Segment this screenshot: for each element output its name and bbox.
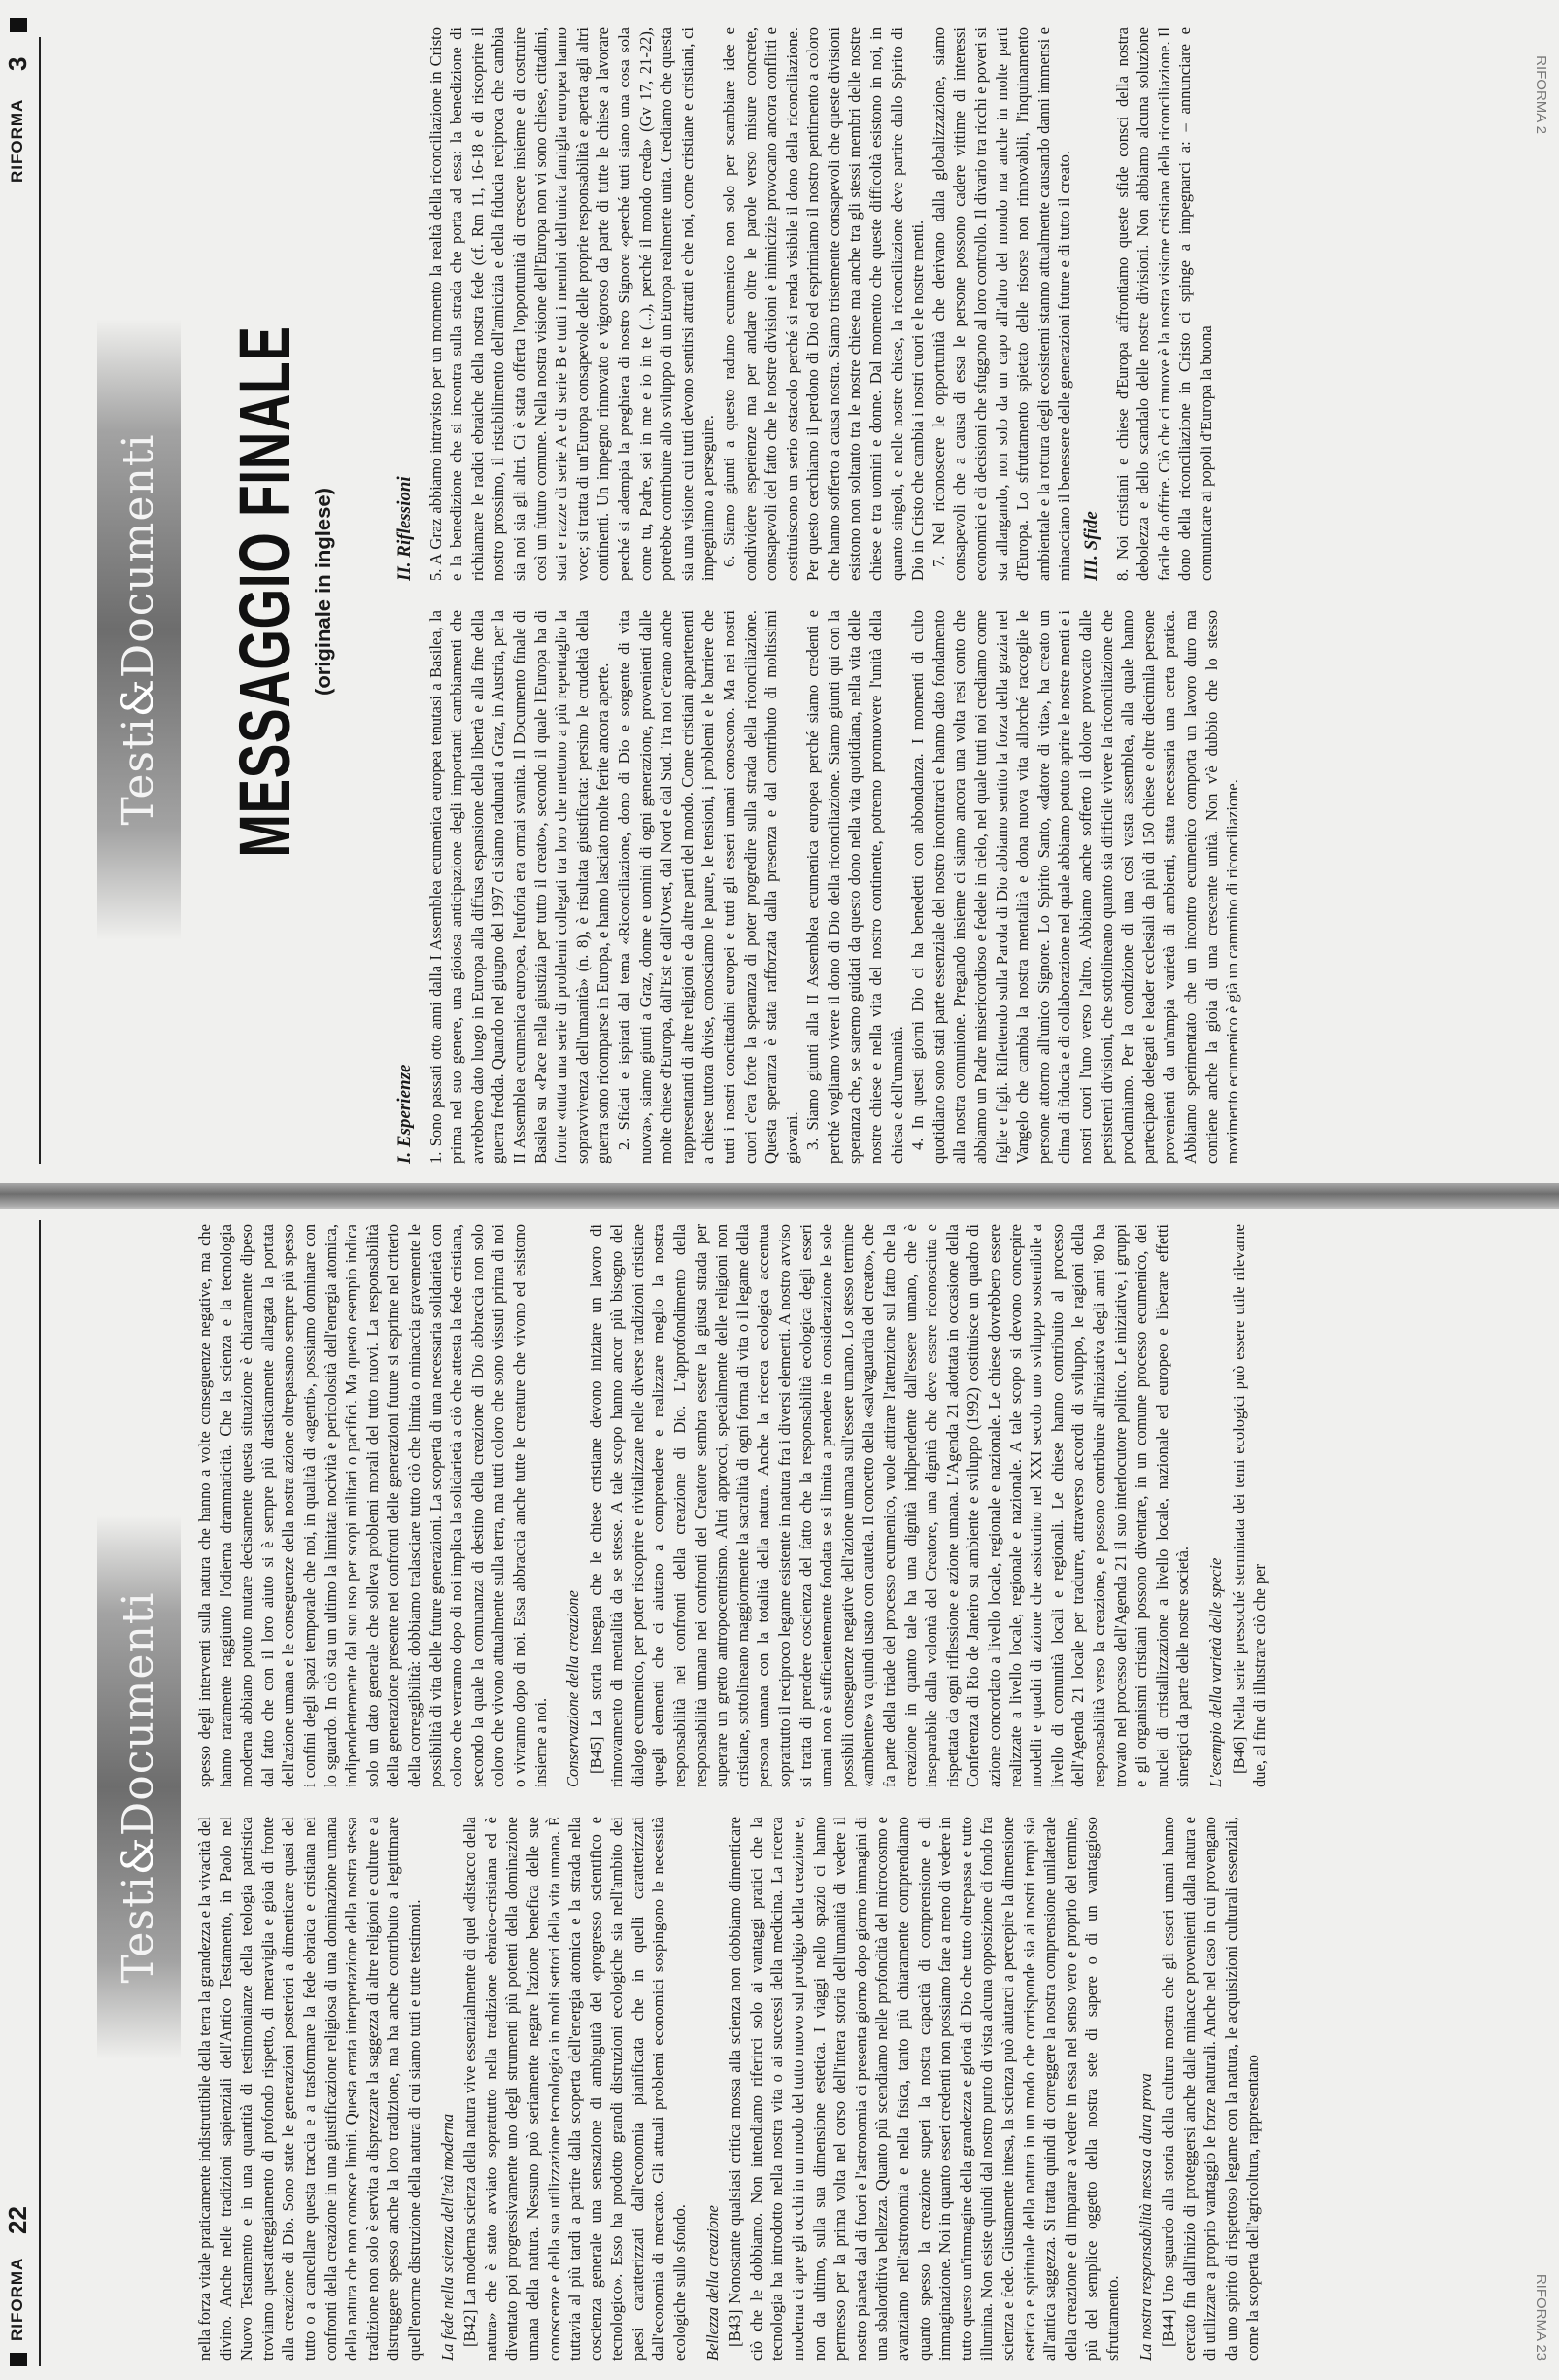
text-column-right-2 [389, 27, 1525, 581]
subheading: Bellezza della creazione [702, 2205, 722, 2361]
bleed-header-opposite: RIFORMA 2 [1533, 55, 1549, 134]
paragraph: [B45] La storia insegna che le chiese cristiane devono iniziare un lavoro di rinnovamento di mentalità da se stesse. A tale scopo hanno ancor più bisogno del dialogo ecumenico, per poter riscoprire e rivitalizzare nelle diverse tradizioni cristiane quegli elementi che ci aiutano a comprendere e realizzare meglio la nostra responsabilità nei confronti della creazione di Dio. L'approfondimento della responsabilità umana nei confronti del Creatore sembra essere la giusta strada per superare un gretto antropocentrismo. Altri approcci, specialmente delle religioni non cristiane, sottolineano maggiormente la sacralità di ogni forma di vita o il legame della persona umana con la totalità della natura. Anche la ricerca ecologica accentua soprattutto il reciproco legame esistente in natura fra i diversi elementi. A nostro avviso si tratta di prendere coscienza del fatto che la responsabilità ecologica degli esseri umani non è sufficientemente fondata se si limita a prendere in considerazione le sole possibili conseguenze negative dell'azione umana sull'essere umano. Lo stesso termine «ambiente» va quindi usato con cautela. Il concetto della «salvaguardia del creato», che fa parte della triade del processo ecumenico, vuole attirare l'attenzione sul fatto che la creazione in quanto tale ha una dignità indipendente dall'essere umano, che è inseparabile dalla volontà del Creatore, una dignità che deve essere riconosciuta e rispettata da ogni riflessione e azione umana. L'Agenda 21 adottata in occasione della Conferenza di Rio de Janeiro su ambiente e sviluppo (1992) costituisce un quadro di azione concordato a livello locale, regionale e nazionale. Le chiese dovrebbero essere realizzate a livello locale, regionale e nazionale. A tale scopo si devono concepire modelli e quadri di azione che assicurino nel XXI secolo uno sviluppo sostenibile a livello di comunità locali e regionali. Le chiese hanno contribuito al processo dell'Agenda 21 locale per tradurre, attraverso accordi di sviluppo, le ragioni della responsabilità verso la creazione, e possono contribuire all'iniziativa degli anni '80 ha trovato nel processo dell'Agenda 21 il suo interlocutore politico. Le iniziative, i gruppi e gli organismi cristiani possono diventare, in un comune processo ecumenico, dei nuclei di cristallizzazione a livello locale, nazionale ed europeo e liberare effetti sinergici da parte delle nostre società. [586, 1224, 1193, 1787]
paragraph: 6. Siamo giunti a questo raduno ecumenico non solo per scambiare idee e condividere esperienze ma per andare oltre le parole verso misure concrete, consapevoli del fatto che le nostre divisioni e inimicizie provocano ancora conflitti e costituiscono un serio ostacolo perché si renda visibile il dono della riconciliazione. Per questo cerchiamo il perdono di Dio ed esprimiamo il nostro pentimento a coloro che hanno sofferto a causa nostra. Siamo tristemente consapevoli che queste divisioni esistono non soltanto tra le nostre chiese ma anche tra gli stessi membri delle nostre chiese e tra uomini e donne. Dal momento che queste difficoltà esistono in noi, in quanto singoli, e nelle nostre chiese, la riconciliazione deve partire dallo Spirito di Dio in Cristo che cambia i nostri cuori e le nostre menti. [719, 27, 928, 581]
page-section-name: RIFORMA [8, 2257, 26, 2341]
banner-word-1: Testi [114, 717, 163, 826]
banner-word-2: Documenti [114, 1591, 163, 1837]
text-column-left-1 [194, 1817, 1525, 2361]
paragraph: 7. Nel riconoscere le opportunità che derivano dalla globalizzazione, siamo consapevoli che a causa di essa le persone possono cadere vittime di interessi economici e di decisioni che sfuggono al loro controllo. Il divario tra ricchi e poveri si sta allargando, non solo da un capo all'altro del mondo ma anche in molte parti d'Europa. Lo sfruttamento spietato delle risorse non rinnovabili, l'inquinamento ambientale e la rottura degli ecosistemi stanno attualmente causando danni immensi e minacciano il benessere delle generazioni future e di tutto il creato. [929, 27, 1074, 581]
paragraph: 5. A Graz abbiamo intravisto per un momento la realtà della riconciliazione in Cristo e la benedizione che si incontra sulla strada che porta ad essa: la benedizione di richiamare le radici ebraiche della nostra fede (cf. Rm 11, 16-18 e di riscoprire il nostro prossimo, il ristabilimento dell'amicizia e della fiducia reciproca che cambia sia noi sia gli altri. Ci è stata offerta l'opportunità di crescere insieme e di costruire così un futuro comune. Nella nostra visione dell'Europa non vi sono chiese, cittadini, stati e razze di serie A e di serie B e tutti i membri dell'unica famiglia europea hanno voce; si tratta di un'Europa consapevole delle proprie responsabilità e aperta agli altri continenti. Un impegno rinnovato e vigoroso da parte di tutte le chiese a lavorare perché si adempia la preghiera di nostro Signore «perché tutti siano una cosa sola come tu, Padre, sei in me e io in te (...), perché il mondo creda» (Gv 17, 21-22), potrebbe contribuire allo sviluppo di un'Europa realmente unita. Crediamo che questa sia una visione cui tutti devono sentirsi attratti e che noi, come cristiane e cristiani, ci impegniamo a perseguire. [425, 27, 718, 581]
page-section-name: RIFORMA [8, 98, 26, 183]
paragraph: spesso degli interventi sulla natura che hanno a volte conseguenze negative, ma che hanno raramente raggiunto l'odierna drammaticità. Che la scienza e la tecnologia moderna abbiano potuto mutare decisamente questa situazione è chiaramente dipeso dal fatto che con il loro aiuto si è sempre più drasticamente allargata la portata dell'azione umana e le conseguenze della nostra azione oltrepassano sempre più spesso i confini degli spazi temporale che noi, in qualità di «agenti», possiamo dominare con lo sguardo. In ciò sta un ultimo la limitata nocività e pericolosità dell'energia atomica, indipendentemente dal suo uso per scopi militari o pacifici. Ma questo esempio indica solo un dato generale che solleva problemi morali del tutto nuovi. La responsabilità della generazione presente nei confronti delle generazioni future si esprime nel criterio della correggibilità: dobbiamo tralasciare tutto ciò che limita o minaccia gravemente le possibilità di vita delle future generazioni. La scoperta di una necessaria solidarietà con coloro che verranno dopo di noi implica la solidarietà a ciò che attesta la fede cristiana, secondo la quale la comunanza di destino della creazione di Dio abbraccia non solo coloro che vivono attualmente sulla terra, ma tutti coloro che sono vissuti prima di noi o vivranno dopo di noi. Essa abbraccia anche tutte le creature che vivono ed esistono insieme a noi. [195, 1224, 550, 1787]
subheading: La fede nella scienza dell'età moderna [437, 2113, 457, 2361]
header-rule [39, 37, 41, 1164]
paragraph: 3. Siamo giunti alla II Assemblea ecumenica europea perché siamo credenti e perché vogliamo vivere il dono di Dio della riconciliazione. Siamo giunti qui con la speranza che, se saremo guidati da questo dono nella vita quotidiana, nella vita delle nostre chiese e nella vita del nostro continente, potremo promuovere l'unità della chiesa e dell'umanità. [803, 610, 906, 1164]
subheading: Conservazione della creazione [563, 1590, 583, 1787]
document-subtitle: (originale in inglese) [311, 488, 335, 696]
subheading: La nostra responsabilità messa a dura prova [1135, 2073, 1155, 2361]
subheading: L'esempio della varietà delle specie [1205, 1557, 1225, 1787]
section-heading: I. Esperienze [394, 1064, 415, 1164]
paragraph: 2. Sfidati e ispirati dal tema «Riconciliazione, dono di Dio e sorgente di vita nuova», siamo giunti a Graz, donne e uomini di ogni generazione, provenienti dalle molte chiese d'Europa, dall'Est e dall'Ovest, dal Nord e dal Sud. Tra noi c'erano anche rappresentanti di altre religioni e da altre parti del mondo. Come cristiani appartenenti a chiese tuttora divise, conosciamo le paure, le tensioni, i problemi e le barriere che tutti i nostri concittadini europei e tutti gli esseri umani conoscono. Ma nei nostri cuori c'era forte la speranza di poter progredire sulla strada della riconciliazione. Questa speranza è stata rafforzata dalla presenza e dal contributo di moltissimi giovani. [614, 610, 801, 1164]
section-heading: III. Sfide [1081, 511, 1101, 581]
banner-word-2: Documenti [114, 433, 163, 679]
header-rule [39, 1220, 41, 2366]
paragraph: [B43] Nonostante qualsiasi critica mossa alla scienza non dobbiamo dimenticare ciò che le dobbiamo. Non intendiamo riferirci solo ai vantaggi pratici che la tecnologia ha introdotto nella nostra vita o ai successi della medicina. La ricerca moderna ci apre gli occhi in un modo del tutto nuovo sul prodigio della creazione e, non da ultimo, sulla sua dimensione estetica. I viaggi nello spazio ci hanno permesso per la prima volta nel corso dell'intera storia dell'umanità di vedere il nostro pianeta dal di fuori e l'astronomia ci presenta giorno dopo giorno immagini di una sbalorditiva bellezza. Quanto più scendiamo nelle profondità del microcosmo e avanziamo nell'astronomia e nella fisica, tanto più chiaramente comprendiamo quanto spesso la creazione superi la nostra capacità di comprensione e di immaginazione. Noi in quanto esseri credenti non possiamo fare a meno di vedere in tutto questo un'immagine della grandezza e gloria di Dio che tutto oltrepassa e tutto illumina. Non esiste quindi dal nostro punto di vista alcuna opposizione di fondo fra scienza e fede. Giustamente intesa, la scienza può aiutarci a percepire la dimensione estetica e spirituale della natura in un modo che corrisponde sia ai nostri tempi sia all'antica saggezza. Si tratta quindi di correggere la nostra comprensione unilaterale della creazione e di imparare a vedere in essa nel senso vero e proprio del termine, più del semplice oggetto della nostra sete di sapere o di un vantaggioso sfruttamento. [726, 1817, 1122, 2361]
section-banner [97, 1515, 181, 2059]
banner-word-1: Testi [114, 1875, 163, 1984]
page-3 [0, 0, 1559, 1183]
header-square-marker [10, 2353, 27, 2366]
banner-ampersand: & [114, 678, 163, 718]
text-column-left-2 [194, 1224, 1525, 1787]
banner-ampersand: & [114, 1836, 163, 1876]
paragraph: 4. In questi giorni Dio ci ha benedetti con abbondanza. I momenti di culto quotidiano sono stati parte essenziale del nostro incontrarci e hanno dato fondamento alla nostra comunione. Pregando insieme ci siamo ancora una volta resi conto che abbiamo un Padre misericordioso e fedele in cielo, nel quale tutti noi crediamo come figlie e figli. Riflettendo sulla Parola di Dio abbiamo sentito la forza della grazia nel Vangelo che cambia la nostra mentalità e dona nuova vita allorché raccoglie le persone attorno all'unico Signore. Lo Spirito Santo, «datore di vita», ha creato un clima di fiducia e di collaborazione nel quale abbiamo potuto aprire le nostre menti e i nostri cuori l'uno verso l'altro. Abbiamo anche sofferto il dolore provocato dalle persistenti divisioni, che sottolineano quanto sia difficile vivere la riconciliazione che proclamiamo. Per la condizione di una così vasta assemblea, alla quale hanno partecipato delegati e leader ecclesiali da più di 150 chiese e oltre diecimila persone provenienti da un'ampia varietà di ambienti, stata necessaria una certa pratica. Abbiamo sperimentato che un incontro ecumenico comporta un lavoro duro ma contiene anche la gioia di una crescente unità. Non v'è dubbio che lo stesso movimento ecumenico è già un cammino di riconciliazione. [908, 610, 1242, 1164]
page-22 [0, 1205, 1559, 2380]
paragraph: [B44] Uno sguardo alla storia della cultura mostra che gli esseri umani hanno cercato fin dall'inizio di proteggersi anche dalle minacce provenienti dalla natura e di utilizzare a proprio vantaggio le forze naturali. Anche nel caso in cui provengano da uno spirito di rispettoso legame con la natura, le acquisizioni culturali essenziali, come la scoperta dell'agricoltura, rappresentano [1159, 1817, 1262, 2361]
section-banner [97, 319, 181, 940]
section-heading: II. Riflessioni [394, 476, 415, 581]
text-column-right-1 [389, 610, 1525, 1164]
header-square-marker [10, 18, 27, 32]
paragraph: 1. Sono passati otto anni dalla I Assemblea ecumenica europea tenutasi a Basilea, la prima nel suo genere, una gioiosa anticipazione degli importanti cambiamenti che avrebbero dato luogo in Europa alla diffusa espansione della libertà e alla fine della guerra fredda. Quando nel giugno del 1997 ci siamo radunati a Graz, in Austria, per la II Assemblea ecumenica europea, l'euforia era ormai svanita. Il Documento finale di Basilea su «Pace nella giustizia per tutto il creato», secondo il quale l'Europa ha di fronte «tutta una serie di problemi collegati tra loro che mettono a più repentaglio la sopravvivenza dell'umanità» (n. 8), è risultata giustificata: persino le crudeltà della guerra sono ricomparse in Europa, e hanno lasciato molte ferite ancora aperte. [425, 610, 613, 1164]
paragraph: 8. Noi cristiani e chiese d'Europa affrontiamo queste sfide consci della nostra debolezza e dello scandalo delle nostre divisioni. Non abbiamo alcuna soluzione facile da offrire. Ciò che ci muove è la nostra visione cristiana della riconciliazione. Il dono della riconciliazione in Cristo ci spinge a impegnarci a: – annunciare e comunicare ai popoli d'Europa la buona [1112, 27, 1215, 581]
page-number: 3 [3, 56, 32, 71]
bleed-header-opposite: RIFORMA 23 [1533, 2273, 1549, 2361]
paragraph: [B42] La moderna scienza della natura vive essenzialmente di quel «distacco della natura» che è stato avviato soprattutto nella tradizione ebraico-cristiana ed è diventato poi progressivamente uno degli strumenti più potenti della dominazione umana della natura. Nessuno può seriamente negare l'azione benefica delle sue conoscenze e della sua utilizzazione tecnologica in molti settori della vita umana. È tuttavia al più tardi a partire dalla scoperta dell'energia atomica e la strada nella coscienza generale una sensazione di ambiguità del «progresso scientifico e tecnologico». Esso ha prodotto grandi distruzioni ecologiche sia nell'ambito dei paesi caratterizzati dall'economia pianificata che in quelli caratterizzati dall'economia di mercato. Gli attuali problemi economici sospingono le necessità ecologiche sullo sfondo. [460, 1817, 690, 2361]
paragraph: nella forza vitale praticamente indistruttibile della terra la grandezza e la vivacità del divino. Anche nelle tradizioni sapienziali dell'Antico Testamento, in Paolo nel Nuovo Testamento e in una quantità di testimonianze della teologia patristica troviamo quest'atteggiamento di profondo rispetto, di meraviglia e gioia di fronte alla creazione di Dio. Sono state le generazioni posteriori a dimenticare quasi del tutto o a cancellare questa traccia e a trasformare la fede ebraica e cristiana nei confronti della creazione in una giustificazione religiosa di una dominazione umana della natura che non conosce limiti. Questa errata interpretazione della nostra stessa tradizione non solo è servita a disprezzare la saggezza di altre religioni e culture e a distruggere spesso anche la loro tradizione, ma ha anche contribuito a legittimare quell'enorme distruzione della natura di cui siamo tutti e tutte testimoni. [195, 1817, 424, 2361]
document-title: MESSAGGIO FINALE [224, 325, 305, 858]
page-number: 22 [3, 2206, 32, 2234]
paragraph: [B46] Nella serie pressoché sterminata dei temi ecologici può essere utile rilevarne due, al fine di illustrare ciò che per [1229, 1224, 1270, 1787]
